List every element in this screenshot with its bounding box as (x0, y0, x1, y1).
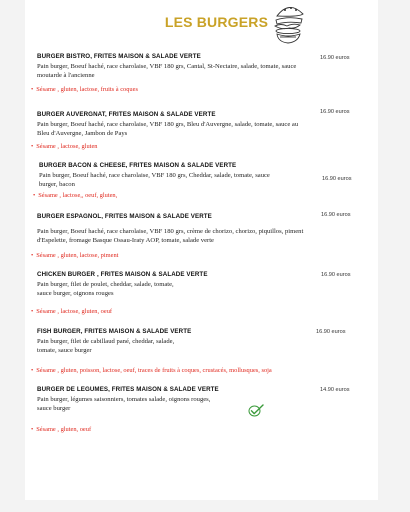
bullet-icon: • (31, 308, 34, 315)
allergen-list (31, 367, 272, 374)
item-name: FISH BURGER, FRITES MAISON & SALADE VERTE (37, 328, 192, 335)
bullet-icon: • (31, 367, 34, 374)
item-description: Pain burger, Boeuf haché, race charolaise, VBF 180 grs, crème de chorizo, chorizo, piquillos, piment d'Espelette, fromage Basque Ossau-Iraty AOP, tomate, salade verte (37, 228, 304, 244)
item-name: BURGER AUVERGNAT, FRITES MAISON & SALADE VERTE (37, 111, 216, 118)
item-price: 16.90 euros (321, 272, 351, 278)
item-description: Pain burger, Boeuf haché, race charolaise, VBF 180 grs, Bleu d'Auvergne, salade, tomate, sauce au Bleu d'Auvergne, Jambon de Pays (37, 121, 299, 137)
menu-item-espagnol (37, 213, 367, 245)
bullet-icon: • (31, 86, 34, 93)
item-price: 16.90 euros (316, 329, 346, 335)
bullet-icon: • (31, 143, 34, 150)
item-name: BURGER BACON & CHEESE, FRITES MAISON & SALADE VERTE (39, 162, 237, 169)
bullet-icon: • (33, 192, 36, 199)
item-price: 16.90 euros (320, 109, 350, 115)
bullet-icon: • (31, 252, 34, 259)
item-price: 16.90 euros (321, 212, 351, 218)
item-name: BURGER BISTRO, FRITES MAISON & SALADE VERTE (37, 53, 201, 60)
menu-page (25, 0, 378, 500)
item-name: CHICKEN BURGER , FRITES MAISON & SALADE VERTE (37, 271, 208, 278)
item-price: 14.90 euros (320, 387, 350, 393)
item-price: 16.90 euros (320, 55, 350, 61)
bullet-icon: • (31, 426, 34, 433)
allergen-list (31, 426, 91, 433)
allergen-list (33, 192, 117, 199)
check-icon (248, 404, 264, 417)
allergen-list (31, 143, 97, 150)
menu-item-auvergnat (37, 111, 367, 138)
allergen-list (31, 252, 118, 259)
allergen-text: Sésame , lactose, gluten (36, 143, 98, 150)
burger-icon (271, 2, 307, 48)
allergen-text: Sésame , lactose,, oeuf, gluten, (38, 192, 118, 199)
allergen-text: Sésame , gluten, oeuf (36, 426, 92, 433)
allergen-text: Sésame , lactose, gluten, oeuf (36, 308, 113, 315)
menu-item-bistro (37, 53, 367, 80)
allergen-text: Sésame , gluten, poisson, lactose, oeuf, traces de fruits à coques, crustacés, mollusques, soja (36, 367, 272, 374)
menu-item-chicken (37, 271, 367, 298)
item-name: BURGER DE LEGUMES, FRITES MAISON & SALADE VERTE (37, 386, 219, 393)
item-description: Pain burger, Boeuf haché, race charolaise, VBF 180 grs, Cantal, St-Nectaire, salade, tomate, sauce moutarde à l'ancienne (37, 63, 297, 79)
item-description: Pain burger, filet de poulet, cheddar, salade, tomate, sauce burger, oignons rouges (37, 281, 174, 297)
menu-item-legumes (37, 386, 367, 413)
allergen-text: Sésame , gluten, lactose, piment (36, 252, 119, 259)
item-name: BURGER ESPAGNOL, FRITES MAISON & SALADE VERTE (37, 213, 212, 220)
page-title: LES BURGERS (164, 14, 269, 30)
item-description: Pain burger, légumes saisonniers, tomates salade, oignons rouges, sauce burger (37, 396, 211, 412)
allergen-text: Sésame , gluten, lactose, fruits à coques (36, 86, 138, 93)
menu-item-bacon-cheese (39, 162, 369, 189)
item-description: Pain burger, filet de cabillaud pané, cheddar, salade, tomate, sauce burger (37, 338, 175, 354)
item-price: 16.90 euros (322, 176, 352, 182)
allergen-list (31, 308, 112, 315)
item-description: Pain burger, Boeuf haché, race charolaise, VBF 180 grs, Cheddar, salade, tomate, sauce burger, bacon (39, 172, 270, 188)
allergen-list (31, 86, 138, 93)
